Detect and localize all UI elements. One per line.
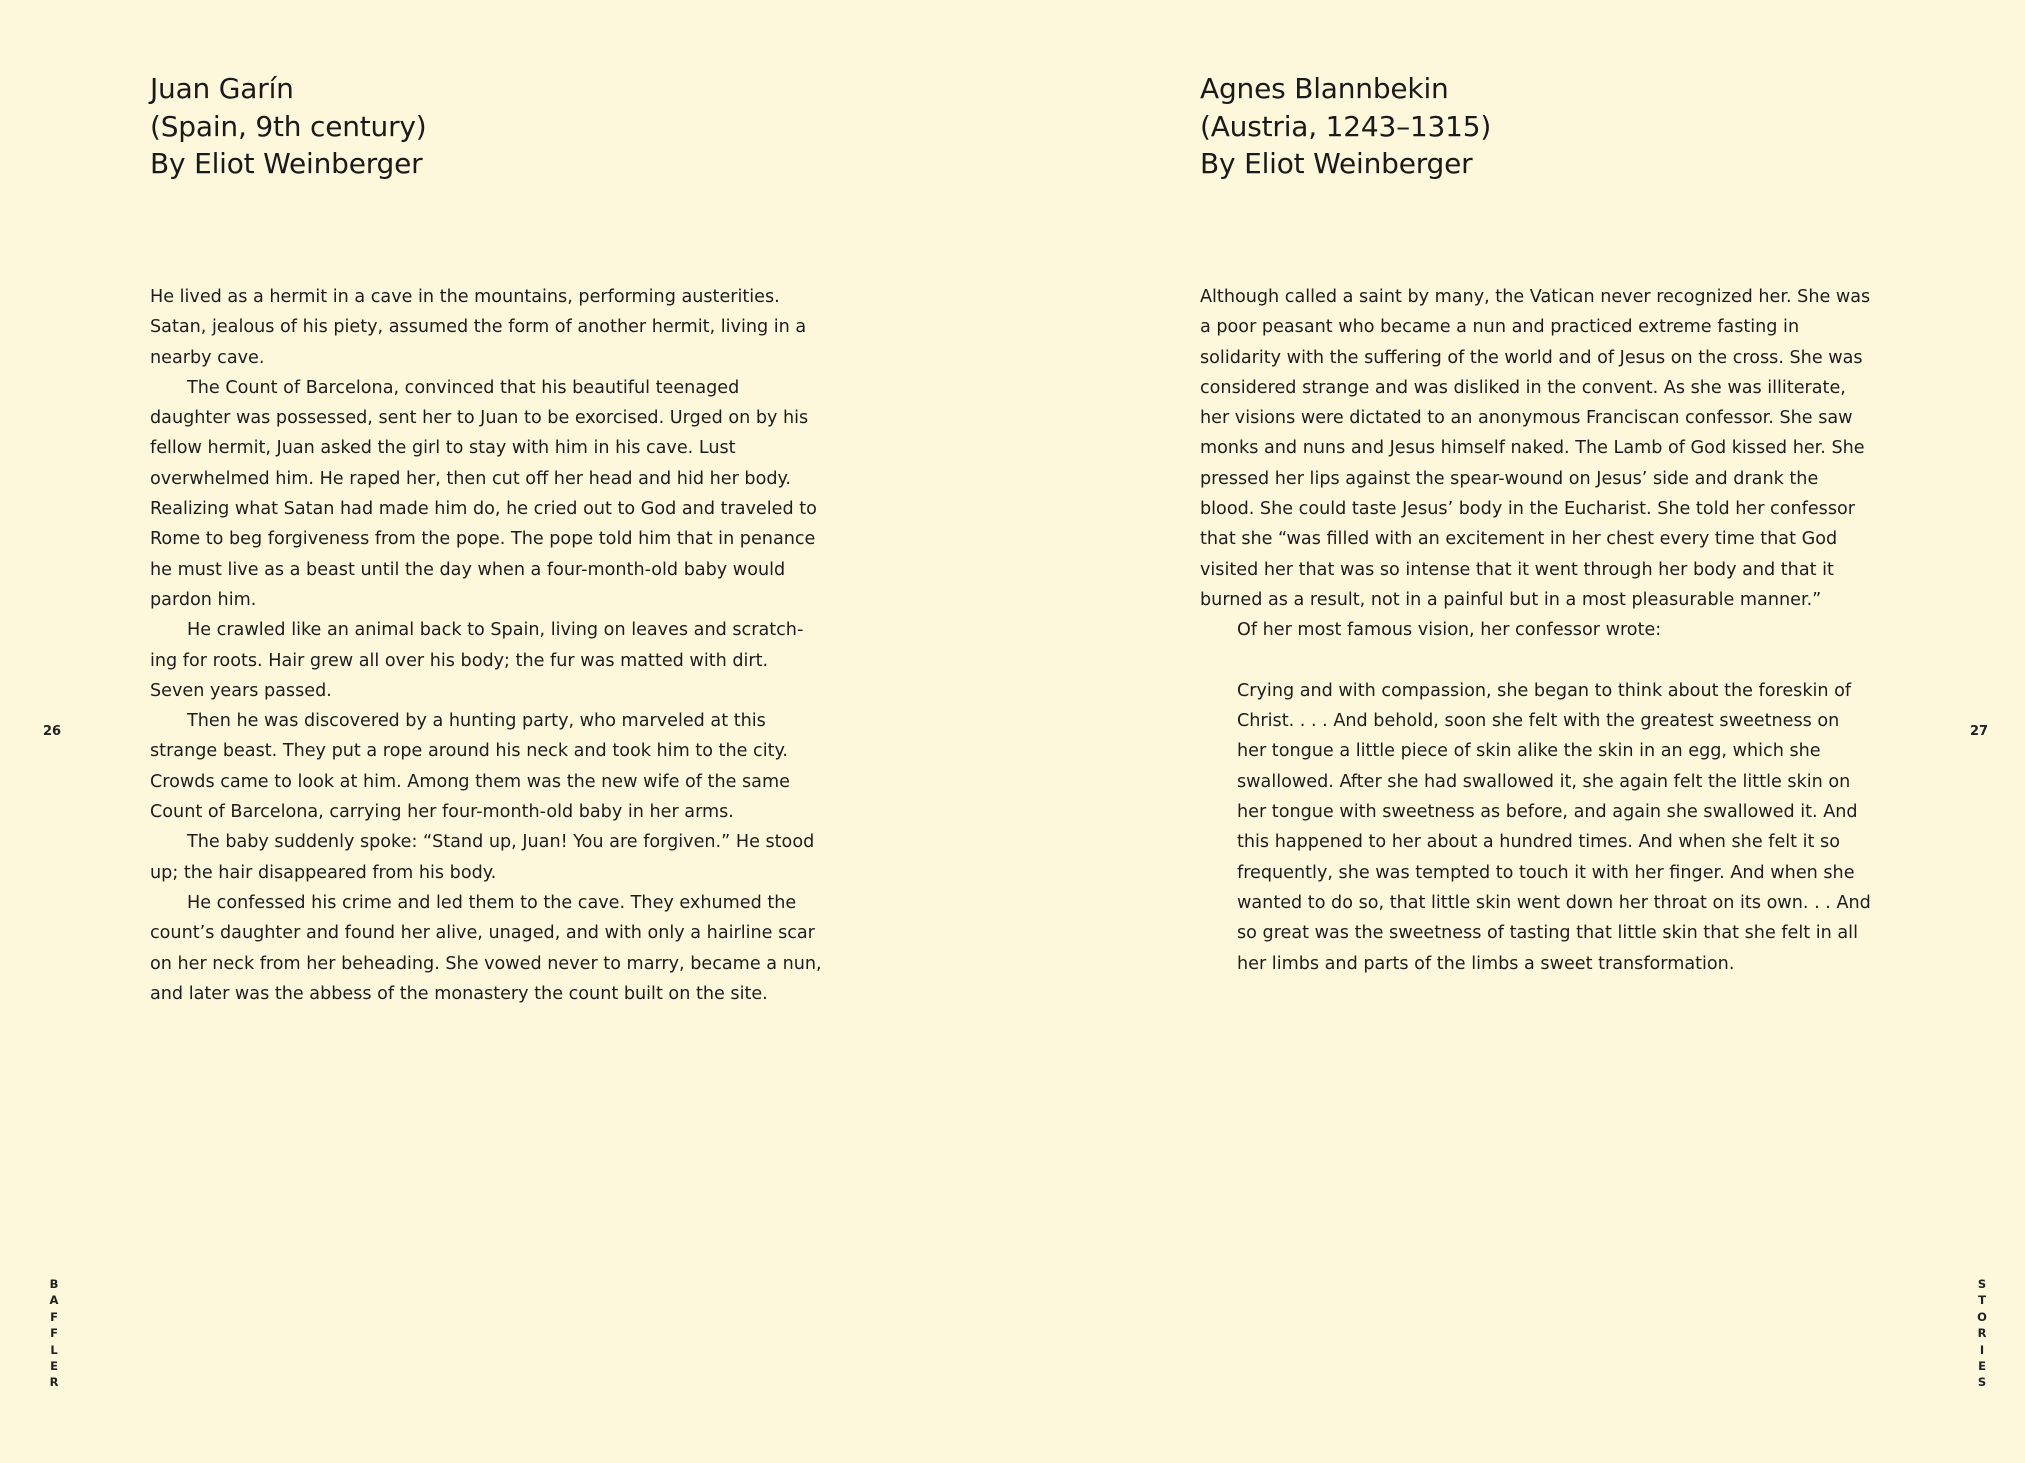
running-label-letter: T bbox=[1978, 1293, 1986, 1308]
running-label-letter: F bbox=[50, 1326, 58, 1341]
left-paragraph-1: He lived as a hermit in a cave in the mountains, performing austerities. Satan, jealous of his piety, assumed the form of another hermit, living in a nearby cave. bbox=[150, 287, 807, 368]
left-page-number: 26 bbox=[43, 724, 62, 739]
running-label-letter: S bbox=[1977, 1277, 1987, 1291]
right-paragraph-1: Although called a saint by many, the Vatican never recognized her. She was a poor peasant who became a nun and practiced extreme fasting in solidarity with the suffering of the world and of Jesus on the cross. She was considered strange and was disliked in the convent. As she was illiterate, her visions were dictated to an anonymous Franciscan confessor. She saw monks and nuns and Jesus himself naked. The Lamb of God kissed her. She pressed her lips against the spear-wound on Jesus’ side and drank the blood. She could taste Jesus’ body in the Eucharist. She told her confessor that she “was filled with an excitement in her chest every time that God visited her that was so intense that it went through her body and that it burned as a result, not in a painful but in a most pleasurable manner.” bbox=[1200, 287, 1871, 610]
left-paragraph-5: The baby suddenly spoke: “Stand up, Juan! You are forgiven.” He stood up; the hair disappeared from his body. bbox=[150, 832, 815, 883]
left-article-heading bbox=[150, 70, 427, 183]
left-article-subtitle: (Spain, 9th century) bbox=[150, 109, 427, 143]
left-paragraph-6: He confessed his crime and led them to the cave. They exhumed the count’s daughter and found her alive, unaged, and with only a hairline scar on her neck from her beheading. She vowed never to marry, became a nun, and later was the abbess of the monastery the count built on the site. bbox=[150, 892, 822, 1004]
running-label-letter: R bbox=[49, 1375, 59, 1390]
running-label-letter: A bbox=[49, 1293, 59, 1308]
right-block-quote: Crying and with compassion, she began to think about the foreskin of Christ. . . . And behold, soon she felt with the greatest sweetness on her tongue a little piece of skin alike the skin in an egg, which she swallowed. After she had swallowed it, she again felt the little skin on her tongue with sweetness as before, and again she swallowed it. And this happened to her about a hundred times. And when she felt it so frequently, she was tempted to touch it with her finger. And when she wanted to do so, that little skin went down her throat on its own. . . And so great was the sweetness of tasting that little skin that she felt in all her limbs and parts of the limbs a sweet transformation. bbox=[1237, 680, 1871, 974]
left-article-title: Juan Garín bbox=[150, 72, 294, 105]
running-label-letter: R bbox=[1977, 1326, 1987, 1341]
right-article-subtitle: (Austria, 1243–1315) bbox=[1200, 109, 1492, 143]
right-running-label bbox=[1972, 1276, 1992, 1391]
left-paragraph-2: The Count of Barcelona, convinced that his beautiful teenaged daughter was possessed, sent her to Juan to be exorcised. Urged on by his fellow hermit, Juan asked the girl to stay with him in his cave. Lust overwhelmed him. He raped her, then cut off her head and hid her body. Realizing what Satan had made him do, he cried out to God and traveled to Rome to beg forgiveness from the pope. The pope told him that in penance he must live as a beast until the day when a four-month-old baby would pardon him. bbox=[150, 377, 817, 610]
right-paragraph-2: Of her most famous vision, her confessor wrote: bbox=[1237, 620, 1662, 641]
left-paragraph-4: Then he was discovered by a hunting party, who marveled at this strange beast. They put a rope around his neck and took him to the city. Crowds came to look at him. Among them was the new wife of the same Count of Barcelona, carrying her four-month-old baby in her arms. bbox=[150, 711, 790, 823]
right-article-byline: By Eliot Weinberger bbox=[1200, 147, 1473, 180]
right-page-number: 27 bbox=[1970, 724, 1989, 739]
running-label-letter: S bbox=[1977, 1375, 1987, 1390]
running-label-letter: I bbox=[1979, 1342, 1985, 1357]
running-label-letter: F bbox=[50, 1309, 58, 1324]
left-page bbox=[0, 0, 1012, 1463]
left-paragraph-3: He crawled like an animal back to Spain, living on leaves and scratch-ing for roots. Hair grew all over his body; the fur was matted with dirt. Seven years passed. bbox=[150, 620, 804, 701]
running-label-letter: E bbox=[50, 1359, 58, 1374]
running-label-letter: L bbox=[50, 1342, 58, 1357]
running-label-letter: E bbox=[1978, 1359, 1986, 1374]
right-article-title: Agnes Blannbekin bbox=[1200, 72, 1449, 105]
running-label-letter: B bbox=[49, 1277, 59, 1291]
running-label-letter: O bbox=[1977, 1309, 1987, 1324]
left-article-byline: By Eliot Weinberger bbox=[150, 147, 423, 180]
left-running-label bbox=[44, 1276, 64, 1391]
right-page bbox=[1012, 0, 2025, 1463]
left-article-body bbox=[150, 282, 822, 1009]
right-article-heading bbox=[1200, 70, 1491, 183]
right-article-body bbox=[1200, 282, 1872, 979]
